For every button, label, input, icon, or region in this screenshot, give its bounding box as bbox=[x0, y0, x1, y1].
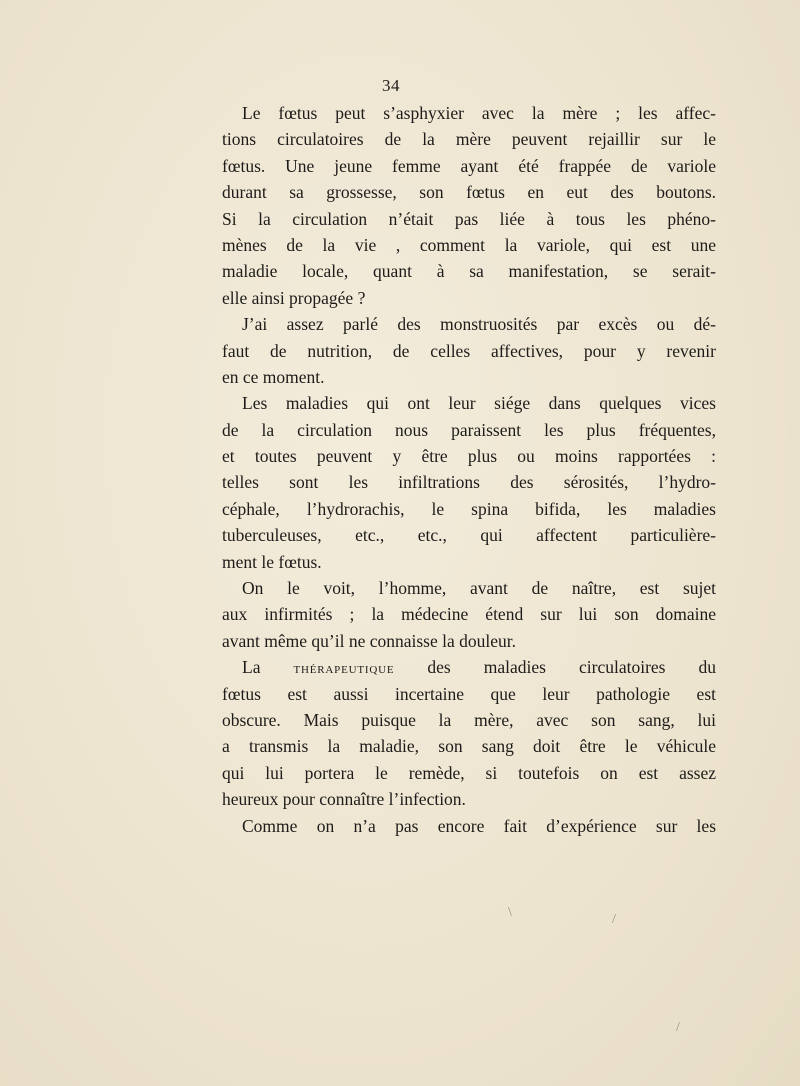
text-line: en ce moment. bbox=[222, 366, 325, 387]
text-line: Si la circulation n’était pas liée à tous les phéno- bbox=[222, 208, 716, 229]
text-line: durant sa grossesse, son fœtus en eut des boutons. bbox=[222, 182, 716, 203]
small-caps-heading: thérapeutique bbox=[293, 661, 395, 678]
line-start: La bbox=[242, 657, 261, 678]
text-line: tions circulatoires de la mère peuvent rejaillir sur le bbox=[222, 129, 716, 150]
paper-speck: / bbox=[612, 912, 616, 927]
text-line: avant même qu’il ne connaisse la douleur. bbox=[222, 630, 517, 651]
text-line: et toutes peuvent y être plus ou moins rapportées : bbox=[222, 446, 716, 467]
text-line: céphale, l’hydrorachis, le spina bifida, les maladies bbox=[222, 498, 716, 519]
text-line: On le voit, l’homme, avant de naître, est sujet bbox=[242, 578, 716, 599]
text-line: maladie locale, quant à sa manifestation, se serait- bbox=[222, 261, 716, 282]
text-line: Comme on n’a pas encore fait d’expérience sur les bbox=[242, 815, 716, 836]
text-line: telles sont les infiltrations des sérosités, l’hydro- bbox=[222, 472, 716, 493]
paper-speck: \ bbox=[508, 905, 512, 920]
text-line: tuberculeuses, etc., etc., qui affectent particulière- bbox=[222, 525, 716, 546]
text-line: Les maladies qui ont leur siége dans quelques vices bbox=[242, 393, 716, 414]
text-line: qui lui portera le remède, si toutefois on est assez bbox=[222, 762, 716, 783]
text-line: a transmis la maladie, son sang doit être le véhicule bbox=[222, 736, 716, 757]
text-line: elle ainsi propagée ? bbox=[222, 287, 366, 308]
paper-speck: / bbox=[676, 1020, 680, 1035]
text-line: J’ai assez parlé des monstruosités par excès ou dé- bbox=[242, 314, 716, 335]
text-line: heureux pour connaître l’infection. bbox=[222, 789, 466, 810]
text-line: faut de nutrition, de celles affectives, pour y revenir bbox=[222, 340, 716, 361]
text-line: ment le fœtus. bbox=[222, 551, 322, 572]
text-line: fœtus. Une jeune femme ayant été frappée de variole bbox=[222, 155, 716, 176]
text-line: fœtus est aussi incertaine que leur pathologie est bbox=[222, 683, 716, 704]
text-line: Le fœtus peut s’asphyxier avec la mère ; les affec- bbox=[242, 103, 716, 123]
body-text bbox=[222, 100, 716, 839]
text-line: obscure. Mais puisque la mère, avec son sang, lui bbox=[222, 709, 716, 730]
line-rest: des maladies circulatoires du bbox=[427, 657, 717, 678]
text-line: aux infirmités ; la médecine étend sur lui son domaine bbox=[222, 604, 716, 625]
text-line: de la circulation nous paraissent les plus fréquentes, bbox=[222, 419, 716, 440]
page-number: 34 bbox=[382, 76, 400, 95]
text-line: mènes de la vie , comment la variole, qui est une bbox=[222, 234, 716, 255]
text-line bbox=[222, 654, 716, 680]
